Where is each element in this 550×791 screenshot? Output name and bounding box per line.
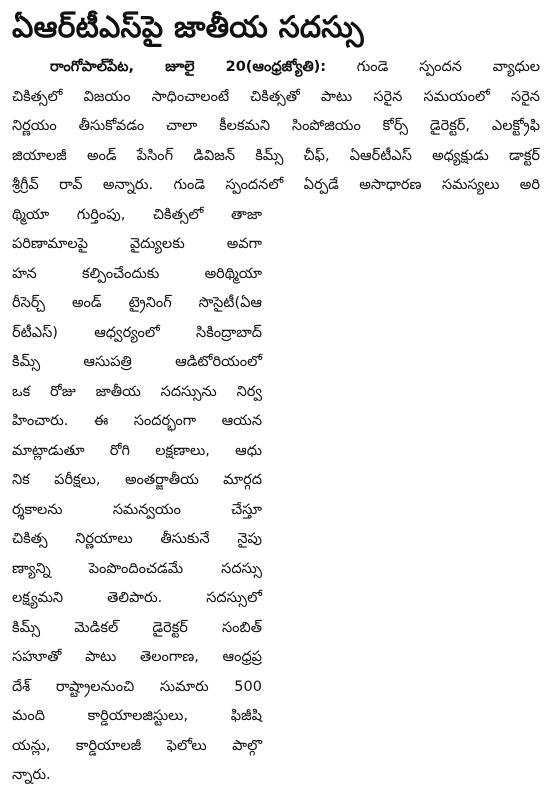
article-line: యన్లు, కార్డియాలజీ ఫెలోలు పాల్గొ <box>12 737 262 754</box>
article-line: ర్శకాలను సమన్వయం చేస్తూ <box>12 501 262 518</box>
article-line: కిమ్స్ ఆసుపత్రి ఆడిటోరియంలో <box>12 354 262 370</box>
article-line: థ్మియా గుర్తింపు, చికిత్సలో తాజా <box>12 206 262 223</box>
article-line: మంది కార్డియాలజిస్టులు, ఫిజీషి <box>12 708 262 724</box>
article-line: కిమ్స్ మెడికల్ డైరెక్టర్ సంబిత్ <box>12 619 262 636</box>
article-line-text: గుండె స్పందన వ్యాధుల <box>326 59 540 75</box>
article-line: సహూతో పాటు తెలంగాణ, ఆంధ్రప్ర <box>12 649 262 665</box>
article-headline: ఏఆర్‌టీఎస్‌పై జాతీయ సదస్సు <box>12 10 364 45</box>
article-line: నిర్ణయం తీసుకోవడం చాలా కీలకమని సింపోజియం కోర్స్ డైరెక్టర్, ఎలక్ట్రోఫి <box>12 118 540 134</box>
article-body <box>12 53 540 791</box>
article-line <box>12 53 540 83</box>
article-line: మాట్లాడుతూ రోగి లక్షణాలు, ఆధు <box>12 442 262 459</box>
article-line: రీసెర్చ్ అండ్ ట్రైనింగ్ సొసైటీ(ఏఆ <box>12 295 262 311</box>
article-line: ణ్యాన్ని పెంపొందించడమే సదస్సు <box>12 560 262 577</box>
article-line: జియాలజీ అండ్ పేసింగ్ డివిజన్ కిమ్స్ చీఫ్, ఏఆర్‌టీఎస్ అధ్యక్షుడు డాక్టర్ <box>12 147 540 164</box>
article-line: చికిత్సలో విజయం సాధించాలంటే చికిత్సతో పాటు సరైన సమయంలో సరైన <box>12 88 540 105</box>
article-line: లక్ష్యమని తెలిపారు. సదస్సులో <box>12 590 262 606</box>
article-line: పరిణామాలపై వైద్యులకు అవగా <box>12 236 262 252</box>
article-line: దేశ్ రాష్ట్రాలనుంచి సుమారు 500 <box>12 678 262 695</box>
article-line: ఒక రోజు జాతీయ సదస్సును నిర్వ <box>12 383 262 400</box>
article-line: హించారు. ఈ సందర్భంగా ఆయన <box>12 413 262 429</box>
article-line: హన కల్పించేందుకు అరిథ్మియా <box>12 265 262 282</box>
article-line: ర్‌టీఎస్) ఆధ్వర్యంలో సికింద్రాబాద్ <box>12 324 262 341</box>
article-line: శ్రీగ్రీవ్ రావ్ అన్నారు. గుండె స్పందనలో ఏర్పడే అసాధారణ సమస్యలు అరి <box>12 177 540 193</box>
article-line: చికిత్స నిర్ణయాలు తీసుకునే నైపు <box>12 531 262 547</box>
article-line: నిక పరీక్షలు, అంతర్జాతీయ మార్గద <box>12 472 262 488</box>
article-dateline: రాంగోపాల్‌పేట, జూలై 20(ఆంధ్రజ్యోతి): <box>50 59 327 75</box>
article-line: న్నారు. <box>12 767 51 783</box>
